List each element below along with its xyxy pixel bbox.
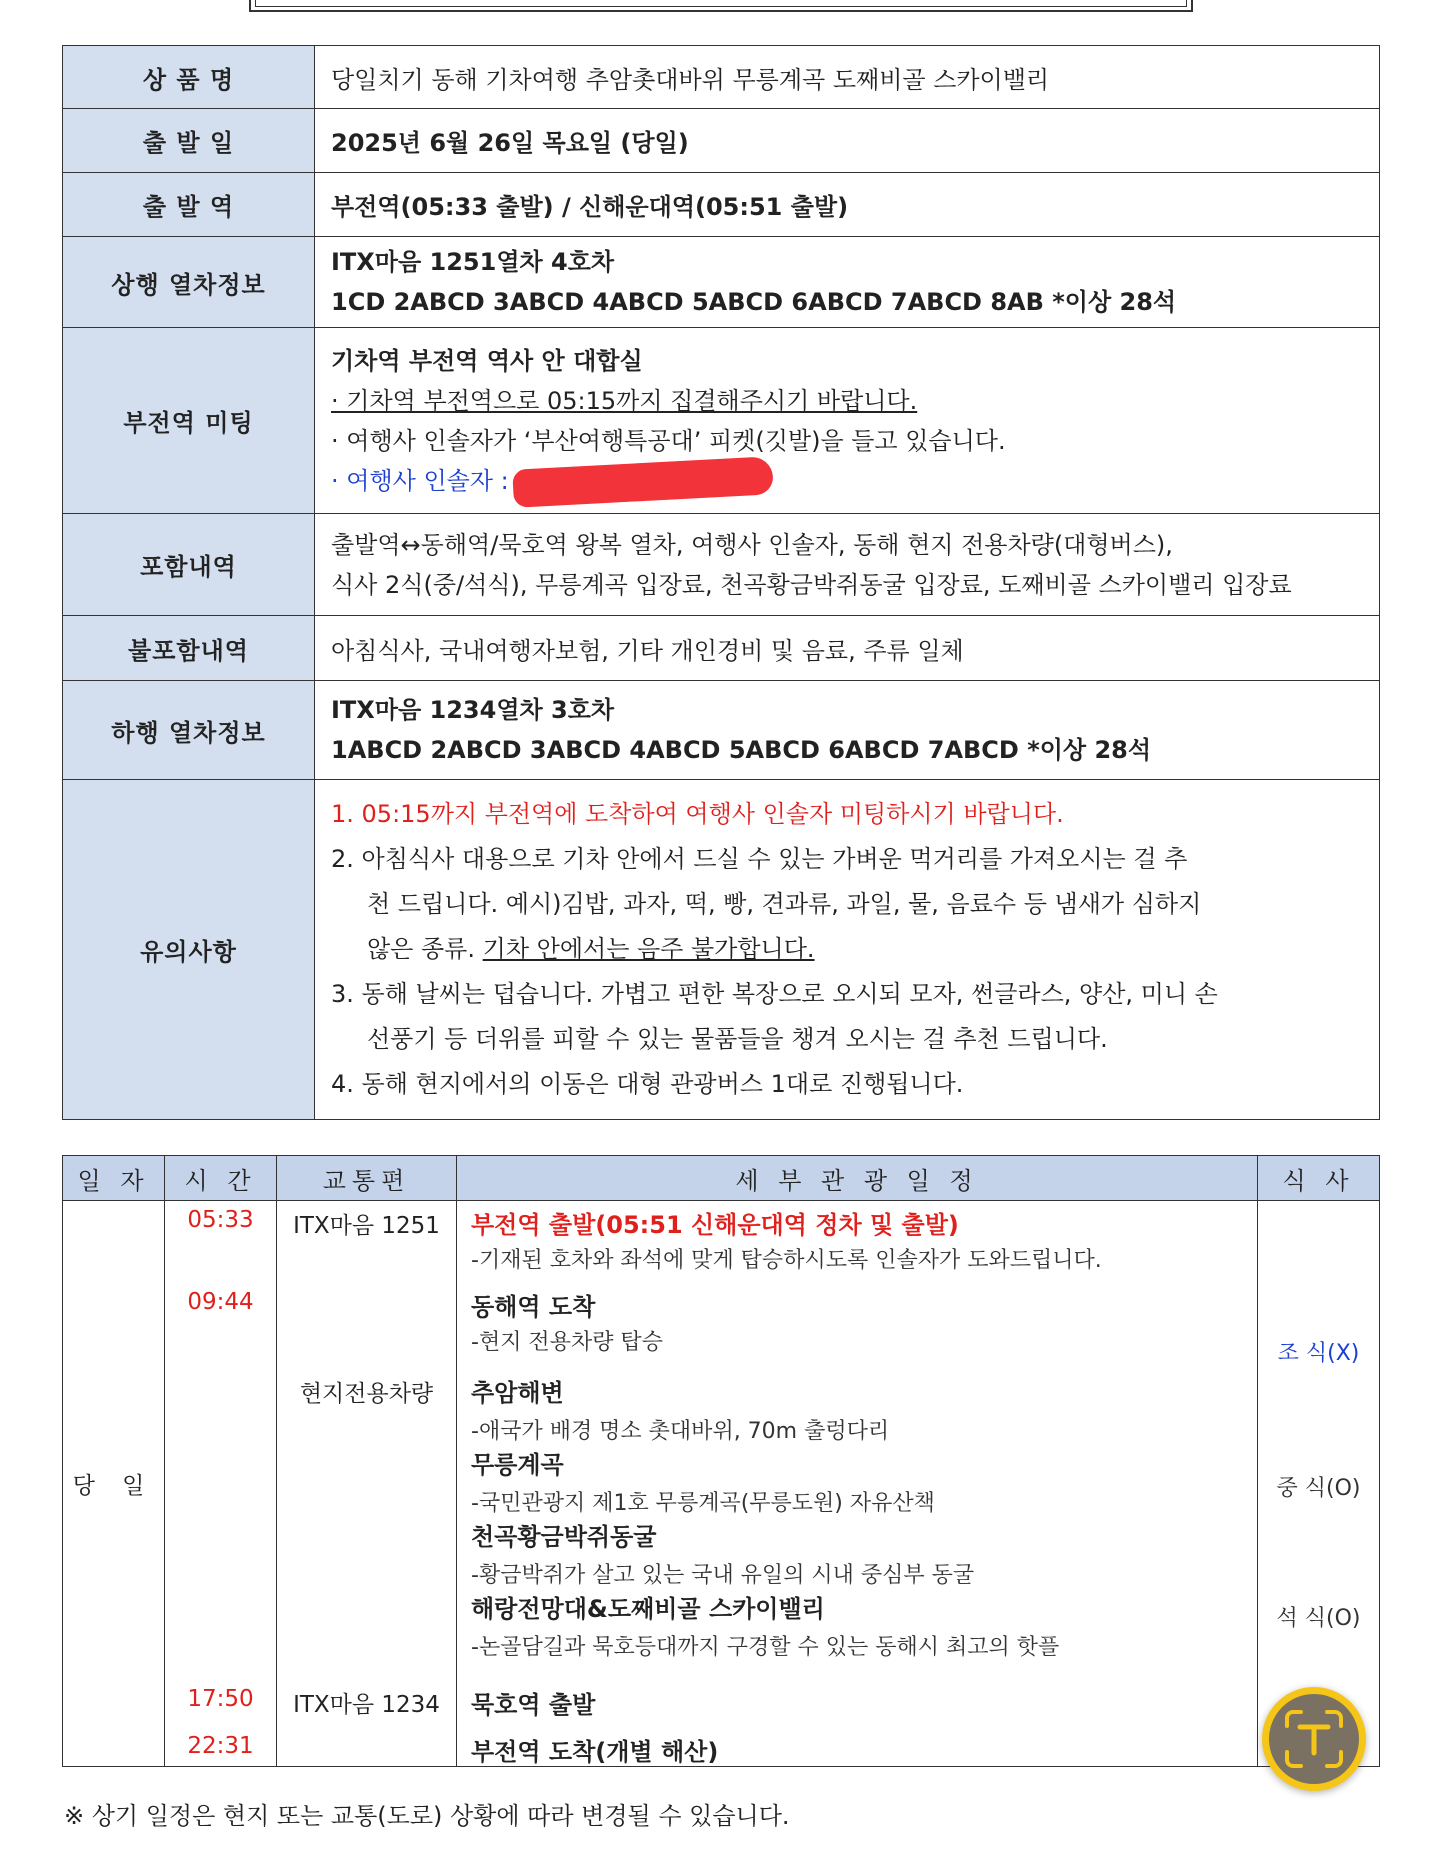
value-departure-station: 부전역(05:33 출발) / 신해운대역(05:51 출발) <box>315 173 1380 237</box>
item-mureung-title: 무릉계곡 <box>471 1451 564 1479</box>
note-4: 4. 동해 현지에서의 이동은 대형 관광버스 1대로 진행됩니다. <box>331 1070 964 1098</box>
meal-breakfast: 조 식(X) <box>1277 1341 1360 1366</box>
included-line-2: 식사 2식(중/석식), 무릉계곡 입장료, 천곡황금박쥐동굴 입장료, 도째비골 스카이밸리 입장료 <box>331 570 1292 599</box>
label-included: 포함내역 <box>63 514 315 616</box>
note-2b: 천 드립니다. 예시)김밥, 과자, 떡, 빵, 견과류, 과일, 물, 음료수 등 냄새가 심하지 <box>367 890 1202 918</box>
meeting-guide <box>331 461 1363 501</box>
item-busan-departure-title: 부전역 출발(05:51 신해운대역 정차 및 출발) <box>471 1211 959 1239</box>
item-skyvalley-title: 해랑전망대&도째비골 스카이밸리 <box>471 1595 825 1623</box>
top-frame <box>249 0 1193 12</box>
value-departure-date: 2025년 6월 26일 목요일 (당일) <box>315 109 1380 173</box>
row-departure-station <box>63 173 1380 237</box>
note-2a: 2. 아침식사 대용으로 기차 안에서 드실 수 있는 가벼운 먹거리를 가져오시는 걸 추 <box>331 845 1188 873</box>
note-3b: 선풍기 등 더위를 피할 수 있는 물품들을 챙겨 오시는 걸 추천 드립니다. <box>367 1025 1108 1053</box>
item-chuam-sub: -애국가 배경 명소 촛대바위, 70m 출렁다리 <box>471 1419 890 1444</box>
time-column <box>165 1201 277 1767</box>
day-label: 당 일 <box>63 1201 165 1767</box>
item-arrival-title: 부전역 도착(개별 해산) <box>471 1738 719 1766</box>
item-mureung-sub: -국민관광지 제1호 무릉계곡(무릉도원) 자유산책 <box>471 1491 935 1516</box>
label-up-train: 상행 열차정보 <box>63 237 315 328</box>
item-chuam-title: 추암해변 <box>471 1379 564 1407</box>
item-busan-departure-sub: -기재된 호차와 좌석에 맞게 탑승하시도록 인솔자가 도와드립니다. <box>471 1248 1102 1273</box>
item-donghae-arrival-sub: -현지 전용차량 탑승 <box>471 1330 663 1355</box>
label-meeting: 부전역 미팅 <box>63 328 315 514</box>
down-train-name: ITX마음 1234열차 3호차 <box>331 696 615 724</box>
meal-dinner: 석 식(O) <box>1276 1606 1361 1631</box>
transport-itx-1234: ITX마음 1234 <box>293 1692 440 1718</box>
meeting-picket: · 여행사 인솔자가 ‘부산여행특공대’ 피켓(깃발)을 들고 있습니다. <box>331 426 1006 455</box>
header-transport: 교통편 <box>277 1156 457 1201</box>
transport-column <box>277 1201 457 1767</box>
note-2c <box>331 927 1363 972</box>
time-1750: 17:50 <box>187 1686 254 1712</box>
note-1: 1. 05:15까지 부전역에 도착하여 여행사 인솔자 미팅하시기 바랍니다. <box>331 800 1064 828</box>
down-train-seats: 1ABCD 2ABCD 3ABCD 4ABCD 5ABCD 6ABCD 7ABCD *이상 28석 <box>331 736 1152 764</box>
label-departure-date: 출 발 일 <box>63 109 315 173</box>
value-down-train <box>315 681 1380 780</box>
item-mukho-title: 묵호역 출발 <box>471 1691 596 1719</box>
item-skyvalley-sub: -논골담길과 묵호등대까지 구경할 수 있는 동해시 최고의 핫플 <box>471 1635 1060 1660</box>
note-2c-text: 않은 종류. <box>367 935 475 963</box>
note-3a: 3. 동해 날씨는 덥습니다. 가볍고 편한 복장으로 오시되 모자, 썬글라스, 양산, 미니 손 <box>331 980 1218 1008</box>
up-train-seats: 1CD 2ABCD 3ABCD 4ABCD 5ABCD 6ABCD 7ABCD 8AB *이상 28석 <box>331 288 1177 316</box>
top-frame-inner <box>255 0 1187 7</box>
product-info-table <box>62 45 1380 1120</box>
label-departure-station: 출 발 역 <box>63 173 315 237</box>
note-2d-text: 기차 안에서는 음주 불가합니다. <box>482 935 815 963</box>
text-recognition-icon <box>1281 1706 1347 1772</box>
time-0533: 05:33 <box>187 1207 254 1233</box>
text-recognition-button[interactable] <box>1262 1687 1366 1791</box>
header-time: 시 간 <box>165 1156 277 1201</box>
header-detail: 세 부 관 광 일 정 <box>457 1156 1258 1201</box>
value-meeting <box>315 328 1380 514</box>
itinerary-header <box>63 1156 1380 1201</box>
value-included <box>315 514 1380 616</box>
value-up-train <box>315 237 1380 328</box>
row-notes <box>63 780 1380 1120</box>
row-down-train <box>63 681 1380 780</box>
header-date: 일 자 <box>63 1156 165 1201</box>
detail-column <box>457 1201 1258 1767</box>
header-meal: 식 사 <box>1258 1156 1380 1201</box>
value-notes <box>315 780 1380 1120</box>
row-meeting <box>63 328 1380 514</box>
row-product-name <box>63 46 1380 109</box>
label-excluded: 불포함내역 <box>63 616 315 681</box>
footnote: ※ 상기 일정은 현지 또는 교통(도로) 상황에 따라 변경될 수 있습니다. <box>64 1802 790 1830</box>
up-train-name: ITX마음 1251열차 4호차 <box>331 248 615 276</box>
row-departure-date <box>63 109 1380 173</box>
time-2231: 22:31 <box>187 1733 254 1759</box>
meal-column <box>1258 1201 1380 1767</box>
itinerary-table <box>62 1155 1380 1767</box>
included-line-1: 출발역↔동해역/묵호역 왕복 열차, 여행사 인솔자, 동해 현지 전용차량(대형버스), <box>331 530 1173 559</box>
row-included <box>63 514 1380 616</box>
label-notes: 유의사항 <box>63 780 315 1120</box>
meeting-guide-label: · 여행사 인솔자 : <box>331 466 509 495</box>
redaction-mark <box>512 456 774 508</box>
meeting-place: 기차역 부전역 역사 안 대합실 <box>331 346 643 375</box>
value-product-name: 당일치기 동해 기차여행 추암촛대바위 무릉계곡 도째비골 스카이밸리 <box>315 46 1380 109</box>
time-0944: 09:44 <box>187 1289 254 1315</box>
item-donghae-arrival-title: 동해역 도착 <box>471 1293 596 1321</box>
label-down-train: 하행 열차정보 <box>63 681 315 780</box>
row-up-train <box>63 237 1380 328</box>
label-product-name: 상 품 명 <box>63 46 315 109</box>
item-cave-title: 천곡황금박쥐동굴 <box>471 1523 657 1551</box>
value-excluded: 아침식사, 국내여행자보험, 기타 개인경비 및 음료, 주류 일체 <box>315 616 1380 681</box>
itinerary-body <box>63 1201 1380 1767</box>
meeting-time: · 기차역 부전역으로 05:15까지 집결해주시기 바랍니다. <box>331 386 918 415</box>
transport-local-bus: 현지전용차량 <box>299 1381 434 1407</box>
row-excluded <box>63 616 1380 681</box>
item-cave-sub: -황금박쥐가 살고 있는 국내 유일의 시내 중심부 동굴 <box>471 1563 975 1588</box>
transport-itx-1251: ITX마음 1251 <box>293 1213 440 1239</box>
meal-lunch: 중 식(O) <box>1276 1476 1361 1501</box>
